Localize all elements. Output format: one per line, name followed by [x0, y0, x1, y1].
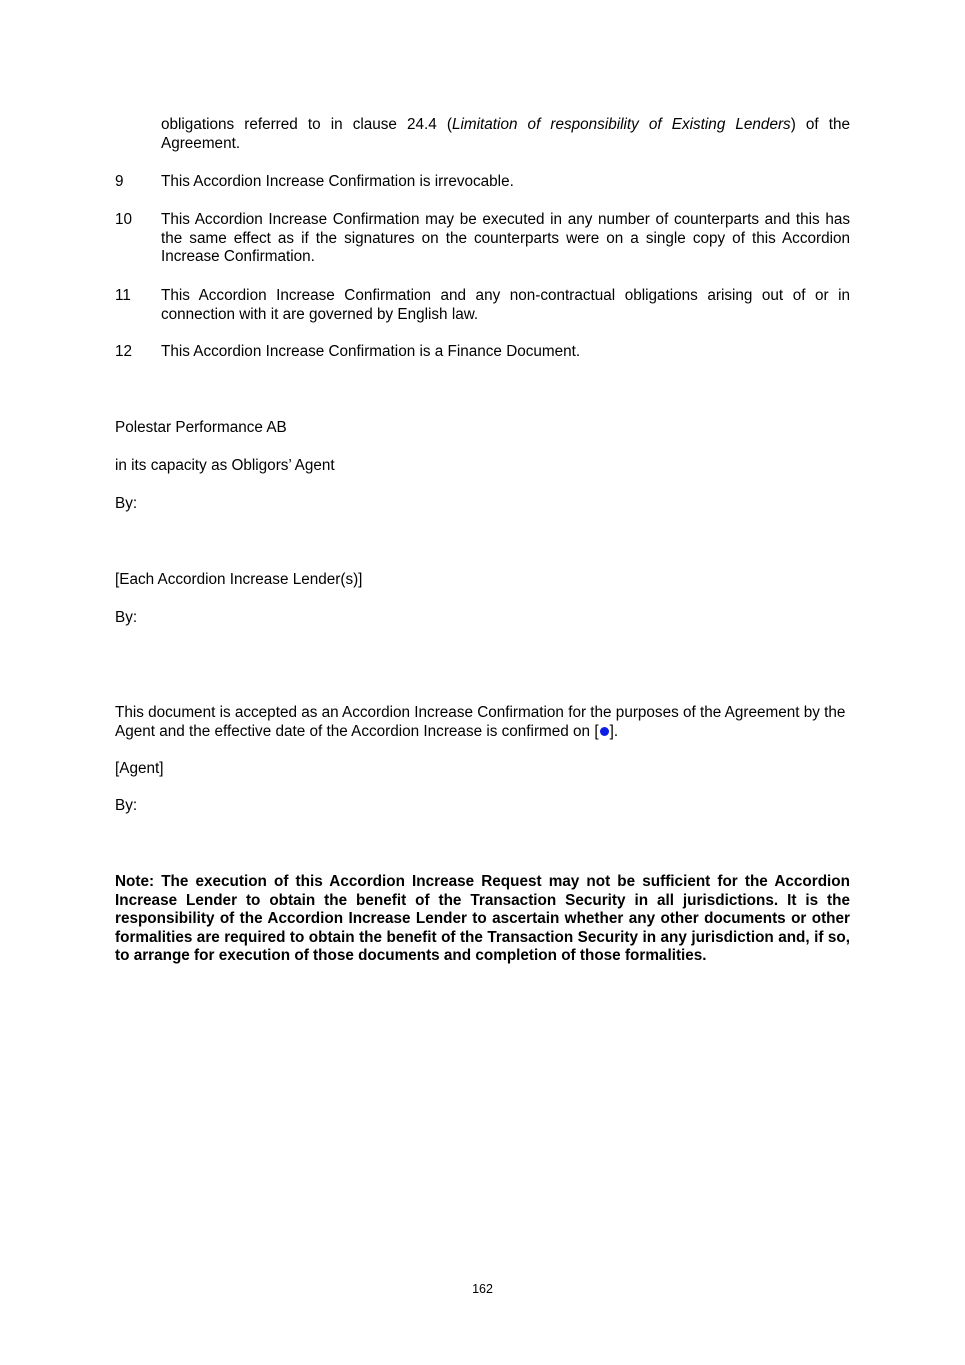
execution-note: Note: The execution of this Accordion Increase Request may not be sufficient for the Accordion Increase Lender to obtain the benefit of the Transaction Security in all jurisdictions. It is the responsibility of the Accordion Increase Lender to ascertain whether any other documents or other formalities are required to obtain the benefit of the Transaction Security in any jurisdiction and, if so, to arrange for execution of those documents and completion of those formalities.	[115, 873, 850, 965]
signature-by-label: By:	[115, 609, 138, 626]
clause-number: 9	[115, 173, 124, 190]
signatory-capacity: in its capacity as Obligors’ Agent	[115, 457, 335, 474]
clause-continuation-before: obligations referred to in clause 24.4 (	[161, 116, 452, 133]
lender-name: [Each Accordion Increase Lender(s)]	[115, 571, 363, 588]
clause-text: This Accordion Increase Confirmation is a Finance Document.	[161, 343, 581, 360]
signature-by-label: By:	[115, 797, 138, 814]
acceptance-text-end: ].	[609, 722, 619, 740]
clause-number: 10	[115, 211, 133, 228]
page-number: 162	[472, 1282, 493, 1296]
clause-text: This Accordion Increase Confirmation and any non-contractual obligations arising out of or in connection with it are governed by English law.	[161, 287, 850, 323]
clause-number: 12	[115, 343, 133, 360]
clause-continuation	[161, 116, 850, 153]
clause-reference-title: Limitation of responsibility of Existing Lenders	[452, 116, 791, 133]
clause-text: This Accordion Increase Confirmation is irrevocable.	[161, 173, 514, 190]
agent-name: [Agent]	[115, 760, 164, 777]
acceptance-text: This document is accepted as an Accordion Increase Confirmation for the purposes of the Agreement by the Agent and the effective date of the Accordion Increase is confirmed on [	[115, 704, 846, 740]
clause-number: 11	[115, 287, 131, 304]
signature-by-label: By:	[115, 495, 138, 512]
clause-text: This Accordion Increase Confirmation may be executed in any number of counterparts and this has the same effect as if the signatures on the counterparts were on a single copy of this Accordion Increase Confirmation.	[161, 211, 850, 266]
acceptance-paragraph	[115, 704, 850, 741]
signatory-name: Polestar Performance AB	[115, 419, 287, 436]
placeholder-bullet-icon	[600, 727, 609, 736]
clause-continuation-after: ) of the Agreement.	[161, 116, 850, 152]
